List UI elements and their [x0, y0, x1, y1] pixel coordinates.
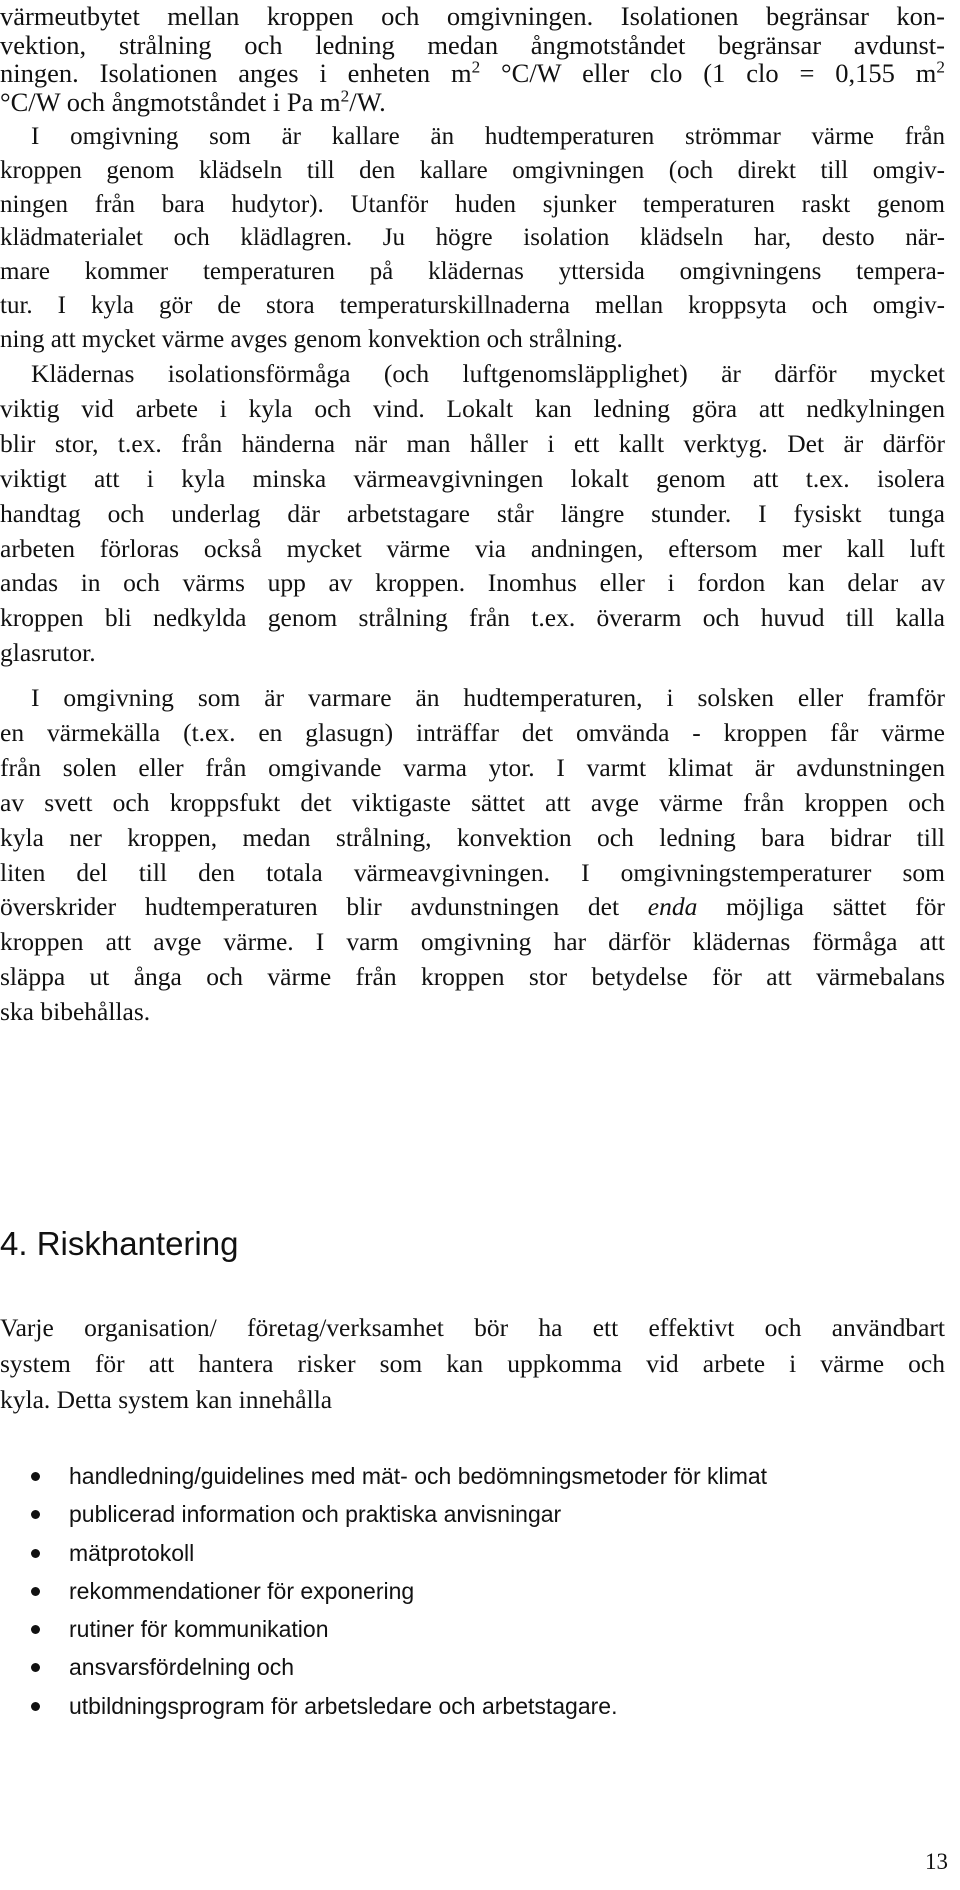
text-line: I omgivning som är varmare än hudtemperaturen, i solsken eller framför [31, 683, 945, 712]
bullet-icon [31, 1625, 40, 1634]
text-line: Varje organisation/ företag/verksamhet bör ha ett effektivt och användbart [0, 1313, 945, 1342]
text-line: från solen eller från omgivande varma ytor. I varmt klimat är avdunstningen [0, 752, 945, 782]
paragraph-cold-environment [0, 120, 945, 357]
text-line: system för att hantera risker som kan uppkomma vid arbete i värme och [0, 1349, 945, 1378]
text-line: Klädernas isolationsförmåga (och luftgenomsläpplighet) är därför mycket [31, 359, 945, 388]
risk-system-list [0, 1457, 945, 1725]
paragraph-clothing-insulation [0, 357, 945, 671]
list-item: rekommendationer för exponering [0, 1572, 945, 1610]
bullet-icon [31, 1472, 40, 1481]
text-line: glasrutor. [0, 638, 96, 668]
bullet-icon [31, 1549, 40, 1558]
text-line: viktigt att i kyla minska värmeavgivningen lokalt genom att t.ex. isolera [0, 463, 945, 493]
text-line: vektion, strålning och ledning medan ångmotståndet begränsar avdunst- [0, 29, 945, 60]
bullet-icon [31, 1510, 40, 1519]
text-line: andas in och värms upp av kroppen. Inomhus eller i fordon kan delar av [0, 568, 945, 598]
bullet-icon [31, 1702, 40, 1711]
text-line: kroppen att avge värme. I varm omgivning har därför klädernas förmåga att [0, 927, 945, 957]
text-line: överskrider hudtemperaturen blir avdunstningen det enda möjliga sättet för [0, 892, 945, 922]
text-line: kyla. Detta system kan innehålla [0, 1385, 333, 1414]
list-item: ansvarsfördelning och [0, 1648, 945, 1686]
text-line: mare kommer temperaturen på klädernas yttersida omgivningens tempera- [0, 258, 945, 286]
text-line: ningen från bara hudytor). Utanför huden sjunker temperaturen raskt genom [0, 190, 945, 218]
list-item: handledning/guidelines med mät- och bedömningsmetoder för klimat [0, 1457, 945, 1495]
list-item: rutiner för kommunikation [0, 1610, 945, 1648]
text-line: värmeutbytet mellan kroppen och omgivningen. Isolationen begränsar kon- [0, 1, 945, 31]
text-line: klädmaterialet och klädlagren. Ju högre isolation klädseln har, desto när- [0, 224, 945, 252]
text-line: ning att mycket värme avges genom konvektion och strålning. [0, 325, 623, 353]
bullet-icon [31, 1587, 40, 1596]
list-item: utbildningsprogram för arbetsledare och arbetstagare. [0, 1687, 945, 1725]
text-line: kyla ner kroppen, medan strålning, konvektion och ledning bara bidrar till [0, 822, 945, 852]
text-line: kroppen genom klädseln till den kallare omgivningen (och direkt till omgiv- [0, 156, 945, 184]
paragraph-warm-environment [0, 681, 945, 1030]
text-line: °C/W och ångmotståndet i Pa $m^2/W$. [0, 86, 386, 117]
text-line: handtag och underlag där arbetstagare står längre stunder. I fysiskt tunga [0, 498, 945, 528]
text-line: ningen. Isolationen anges i enheten $m^2$ °C/W eller clo (1 clo = 0,155 $m^2$ [0, 57, 945, 88]
section-heading: 4. Riskhantering [0, 1225, 239, 1262]
paragraph-risk-intro [0, 1310, 945, 1418]
text-line: av svett och kroppsfukt det viktigaste sättet att avge värme från kroppen och [0, 787, 945, 817]
text-line: ska bibehållas. [0, 997, 151, 1027]
text-line: I omgivning som är kallare än hudtemperaturen strömmar värme från [31, 123, 945, 150]
page-number: 13 [925, 1849, 948, 1874]
text-line: viktig vid arbete i kyla och vind. Lokalt kan ledning göra att nedkylningen [0, 393, 945, 423]
list-item: publicerad information och praktiska anvisningar [0, 1495, 945, 1533]
bullet-icon [31, 1663, 40, 1672]
text-line: arbeten förloras också mycket värme via andningen, eftersom mer kall luft [0, 533, 945, 563]
paragraph-heat-exchange [0, 2, 945, 116]
emphasis: enda [647, 892, 698, 922]
text-line: en värmekälla (t.ex. en glasugn) inträffar det omvända - kroppen får värme [0, 717, 945, 747]
text-line: blir stor, t.ex. från händerna när man håller i ett kallt verktyg. Det är därför [0, 428, 945, 458]
text-line: kroppen bli nedkylda genom strålning från t.ex. överarm och huvud till kalla [0, 603, 945, 633]
text-line: liten del till den totala värmeavgivningen. I omgivningstemperaturer som [0, 857, 945, 887]
list-item: mätprotokoll [0, 1534, 945, 1572]
text-line: släppa ut ånga och värme från kroppen stor betydelse för att värmebalans [0, 962, 945, 992]
text-line: tur. I kyla gör de stora temperaturskillnaderna mellan kroppsyta och omgiv- [0, 291, 945, 319]
